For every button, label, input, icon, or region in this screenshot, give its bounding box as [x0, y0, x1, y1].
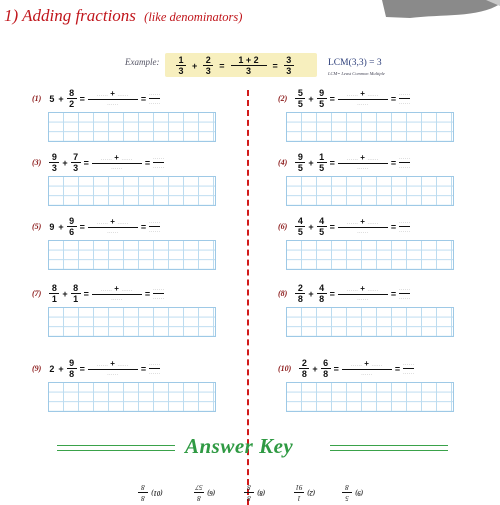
- equals-sign: =: [140, 221, 147, 232]
- lcm-text: LCM(3,3) = 3: [328, 58, 382, 68]
- whole-number: 9: [49, 221, 55, 232]
- combined-blank-denominator[interactable]: ......: [357, 228, 369, 235]
- fraction-b-denominator: 8: [69, 369, 75, 379]
- equals-sign: =: [394, 363, 401, 374]
- worksheet-title: [4, 6, 242, 26]
- plus-sign: +: [58, 363, 64, 374]
- problem-number: (9): [32, 364, 42, 373]
- fraction-b-numerator: 4: [319, 216, 325, 226]
- answer-blank-fraction: [399, 218, 410, 235]
- fraction-b-denominator: 2: [69, 99, 75, 109]
- fraction-b-numerator: 8: [69, 88, 75, 98]
- answer-key-fraction-numerator: 1: [297, 494, 301, 502]
- work-grid[interactable]: [48, 307, 216, 337]
- equals-sign: =: [83, 288, 89, 299]
- answer-blank-fraction-denominator[interactable]: ......: [153, 164, 165, 170]
- answer-blank-fraction-denominator[interactable]: ......: [399, 295, 411, 301]
- plus-sign: +: [312, 363, 318, 374]
- combined-blank-denominator[interactable]: ......: [111, 164, 123, 171]
- example-fraction-b: $\frac{2}{3}$: [203, 55, 213, 76]
- answer-blank-fraction: [153, 285, 164, 302]
- answer-blank-fraction: [399, 285, 410, 302]
- plus-sign: +: [192, 60, 198, 71]
- work-grid[interactable]: [48, 240, 216, 270]
- lcm-note: LCM= Least Common Multiple: [328, 71, 385, 76]
- problem-row: [278, 216, 410, 237]
- work-grid[interactable]: [286, 382, 454, 412]
- combined-blank-denominator[interactable]: ......: [107, 228, 119, 235]
- combined-blank-numerator[interactable]: ...... + ......: [100, 283, 133, 293]
- fraction-b-numerator: 4: [319, 283, 325, 293]
- combined-blank-numerator[interactable]: ...... + ......: [346, 152, 379, 162]
- fraction-a: [295, 216, 305, 237]
- combined-blank-denominator[interactable]: ......: [107, 370, 119, 377]
- fraction-b: [317, 152, 327, 173]
- fraction-a: [49, 152, 59, 173]
- combined-blank-denominator[interactable]: ......: [361, 370, 373, 377]
- example-label: Example:: [125, 57, 160, 67]
- equals-sign: =: [79, 93, 85, 104]
- example-fraction-a: $\frac{1}{3}$: [176, 55, 186, 76]
- combined-blank-denominator[interactable]: ......: [107, 100, 119, 107]
- fraction-b: [67, 358, 77, 379]
- answer-blank-fraction-denominator[interactable]: ......: [149, 370, 161, 376]
- problem-number: (10): [278, 364, 292, 373]
- equals-sign: =: [140, 363, 147, 374]
- answer-blank-fraction-denominator[interactable]: ......: [399, 228, 411, 234]
- example-expression: [176, 55, 294, 76]
- answer-blank-fraction-numerator[interactable]: ......: [399, 286, 411, 292]
- fraction-b-denominator: 5: [319, 227, 325, 237]
- equals-sign: =: [272, 60, 278, 71]
- fraction-a-numerator: 2: [297, 283, 303, 293]
- combined-blank-fraction: [342, 360, 392, 378]
- answer-blank-fraction: [149, 90, 160, 107]
- problem-number: (6): [278, 222, 288, 231]
- fraction-b-denominator: 5: [319, 163, 325, 173]
- combined-blank-denominator[interactable]: ......: [357, 164, 369, 171]
- equals-sign: =: [79, 363, 85, 374]
- problem-row: [32, 152, 164, 173]
- equals-sign: =: [144, 288, 151, 299]
- equals-sign: =: [390, 221, 397, 232]
- answer-blank-fraction-numerator[interactable]: ......: [403, 361, 415, 367]
- answer-blank-fraction: [149, 360, 160, 377]
- fraction-b: [67, 88, 77, 109]
- example-result-fraction: $\frac{3}{3}$: [284, 55, 294, 76]
- combined-blank-numerator[interactable]: ...... + ......: [100, 152, 133, 162]
- work-grid[interactable]: [286, 307, 454, 337]
- plus-sign: +: [308, 288, 314, 299]
- fraction-b: [71, 152, 81, 173]
- answer-key-fraction-numerator: 8: [141, 494, 145, 502]
- answer-key-label: (01): [151, 488, 163, 497]
- fraction-a-numerator: 8: [51, 283, 57, 293]
- equals-sign: =: [219, 60, 225, 71]
- fraction-b-numerator: 9: [69, 358, 75, 368]
- work-grid[interactable]: [286, 176, 454, 206]
- combined-blank-denominator[interactable]: ......: [111, 295, 123, 302]
- plus-sign: +: [308, 93, 314, 104]
- fraction-a: [295, 88, 305, 109]
- problem-row: [32, 88, 160, 109]
- equals-sign: =: [83, 157, 89, 168]
- equals-sign: =: [329, 221, 335, 232]
- answer-key-label: (2): [307, 488, 316, 497]
- answer-key-fraction-denominator: 8: [247, 483, 251, 491]
- fraction-a-denominator: 5: [297, 99, 303, 109]
- problem-number: (2): [278, 94, 288, 103]
- answer-key-label: (8): [257, 488, 266, 497]
- combined-blank-fraction: [338, 218, 388, 236]
- combined-blank-fraction: [88, 218, 138, 236]
- fraction-a-denominator: 8: [301, 369, 307, 379]
- combined-blank-numerator[interactable]: ...... + ......: [346, 88, 379, 98]
- answer-blank-fraction-denominator[interactable]: ......: [403, 370, 415, 376]
- equals-sign: =: [333, 363, 339, 374]
- example-combined-fraction: $\frac{1 + 2}{3}$: [231, 55, 267, 76]
- fraction-b-denominator: 6: [69, 227, 75, 237]
- combined-blank-fraction: [88, 90, 138, 108]
- combined-blank-numerator[interactable]: ...... + ......: [96, 88, 129, 98]
- fraction-b: [317, 283, 327, 304]
- answer-key-label: (6): [207, 488, 216, 497]
- answer-key-title: Answer Key: [185, 434, 294, 458]
- fraction-a: [295, 283, 305, 304]
- corner-banner-graphic: [382, 0, 500, 18]
- problem-row: [278, 283, 410, 304]
- fraction-b-numerator: 7: [73, 152, 79, 162]
- combined-blank-fraction: [338, 154, 388, 172]
- combined-blank-fraction: [92, 154, 142, 172]
- combined-blank-numerator[interactable]: ...... + ......: [96, 358, 129, 368]
- fraction-b: [71, 283, 81, 304]
- work-grid[interactable]: [48, 176, 216, 206]
- answer-blank-fraction: [399, 90, 410, 107]
- plus-sign: +: [62, 157, 68, 168]
- fraction-a: [295, 152, 305, 173]
- answer-key-label: (9): [355, 488, 364, 497]
- equals-sign: =: [140, 93, 147, 104]
- combined-blank-fraction: [338, 90, 388, 108]
- combined-blank-denominator[interactable]: ......: [357, 295, 369, 302]
- problem-row: [278, 88, 410, 109]
- title-subtitle: (like denominators): [144, 10, 243, 24]
- whole-number: 5: [49, 93, 55, 104]
- fraction-b-numerator: 9: [319, 88, 325, 98]
- fraction-b: [321, 358, 331, 379]
- fraction-b-numerator: 6: [323, 358, 329, 368]
- answer-blank-fraction: [403, 360, 414, 377]
- plus-sign: +: [308, 157, 314, 168]
- fraction-b-denominator: 8: [323, 369, 329, 379]
- problem-number: (5): [32, 222, 42, 231]
- answer-key-rule: [330, 450, 448, 451]
- answer-blank-fraction-denominator[interactable]: ......: [153, 295, 165, 301]
- problem-row: [32, 283, 164, 304]
- plus-sign: +: [62, 288, 68, 299]
- answer-key-fraction-numerator: 8: [247, 494, 251, 502]
- answer-key-fraction-denominator: 8: [345, 483, 349, 491]
- work-grid[interactable]: [48, 382, 216, 412]
- equals-sign: =: [329, 157, 335, 168]
- answer-blank-fraction-numerator[interactable]: ......: [399, 155, 411, 161]
- fraction-a-numerator: 2: [301, 358, 307, 368]
- answer-key-rule: [57, 450, 175, 451]
- answer-blank-fraction: [149, 218, 160, 235]
- answer-blank-fraction-numerator[interactable]: ......: [399, 219, 411, 225]
- combined-blank-denominator[interactable]: ......: [357, 100, 369, 107]
- problem-number: (8): [278, 289, 288, 298]
- fraction-a-denominator: 1: [51, 294, 57, 304]
- problem-row: [278, 358, 414, 379]
- answer-blank-fraction-denominator[interactable]: ......: [399, 164, 411, 170]
- combined-blank-fraction: [92, 285, 142, 303]
- equals-sign: =: [144, 157, 151, 168]
- answer-blank-fraction-numerator[interactable]: ......: [153, 155, 165, 161]
- problem-number: (7): [32, 289, 42, 298]
- equals-sign: =: [329, 93, 335, 104]
- fraction-a: [299, 358, 309, 379]
- fraction-b: [67, 216, 77, 237]
- fraction-a: [49, 283, 59, 304]
- fraction-a-denominator: 3: [51, 163, 57, 173]
- answer-key-fraction-numerator: 5: [345, 494, 349, 502]
- answer-key-fraction-denominator: 8: [141, 483, 145, 491]
- answer-blank-fraction: [399, 154, 410, 171]
- fraction-b-numerator: 1: [319, 152, 325, 162]
- fraction-b: [317, 88, 327, 109]
- combined-blank-numerator[interactable]: ...... + ......: [346, 283, 379, 293]
- answer-blank-fraction-denominator[interactable]: ......: [399, 100, 411, 106]
- equals-sign: =: [390, 288, 397, 299]
- fraction-a-denominator: 5: [297, 227, 303, 237]
- fraction-a-denominator: 5: [297, 163, 303, 173]
- answer-blank-fraction-numerator[interactable]: ......: [153, 286, 165, 292]
- problem-number: (3): [32, 158, 42, 167]
- equals-sign: =: [79, 221, 85, 232]
- fraction-b-denominator: 1: [73, 294, 79, 304]
- answer-key-fraction-denominator: 91: [295, 483, 303, 491]
- problem-row: [32, 358, 160, 379]
- equals-sign: =: [390, 93, 397, 104]
- fraction-a-numerator: 9: [51, 152, 57, 162]
- combined-blank-fraction: [338, 285, 388, 303]
- title-text: 1) Adding fractions: [4, 6, 136, 25]
- fraction-b-denominator: 8: [319, 294, 325, 304]
- answer-blank-fraction-numerator[interactable]: ......: [399, 91, 411, 97]
- plus-sign: +: [58, 221, 64, 232]
- whole-number: 2: [49, 363, 55, 374]
- fraction-a-numerator: 9: [297, 152, 303, 162]
- fraction-b-denominator: 3: [73, 163, 79, 173]
- answer-key-fraction-numerator: 8: [197, 494, 201, 502]
- fraction-b-numerator: 8: [73, 283, 79, 293]
- answer-blank-fraction-denominator[interactable]: ......: [149, 228, 161, 234]
- fraction-b-numerator: 9: [69, 216, 75, 226]
- fraction-b: [317, 216, 327, 237]
- problem-row: [278, 152, 410, 173]
- answer-key-fraction-denominator: 57: [195, 483, 203, 491]
- equals-sign: =: [390, 157, 397, 168]
- work-grid[interactable]: [48, 112, 216, 142]
- answer-key-rule: [57, 445, 175, 446]
- answer-blank-fraction-numerator[interactable]: ......: [149, 91, 161, 97]
- plus-sign: +: [58, 93, 64, 104]
- work-grid[interactable]: [286, 240, 454, 270]
- answer-blank-fraction-denominator[interactable]: ......: [149, 100, 161, 106]
- fraction-a-numerator: 5: [297, 88, 303, 98]
- combined-blank-numerator[interactable]: ...... + ......: [96, 216, 129, 226]
- plus-sign: +: [308, 221, 314, 232]
- combined-blank-numerator[interactable]: ...... + ......: [346, 216, 379, 226]
- problem-row: [32, 216, 160, 237]
- work-grid[interactable]: [286, 112, 454, 142]
- combined-blank-fraction: [88, 360, 138, 378]
- answer-key-rule: [330, 445, 448, 446]
- answer-blank-fraction: [153, 154, 164, 171]
- fraction-a-denominator: 8: [297, 294, 303, 304]
- combined-blank-numerator[interactable]: ...... + ......: [350, 358, 383, 368]
- equals-sign: =: [329, 288, 335, 299]
- fraction-a-numerator: 4: [297, 216, 303, 226]
- answer-blank-fraction-numerator[interactable]: ......: [149, 219, 161, 225]
- problem-number: (4): [278, 158, 288, 167]
- fraction-b-denominator: 5: [319, 99, 325, 109]
- problem-number: (1): [32, 94, 42, 103]
- answer-blank-fraction-numerator[interactable]: ......: [149, 361, 161, 367]
